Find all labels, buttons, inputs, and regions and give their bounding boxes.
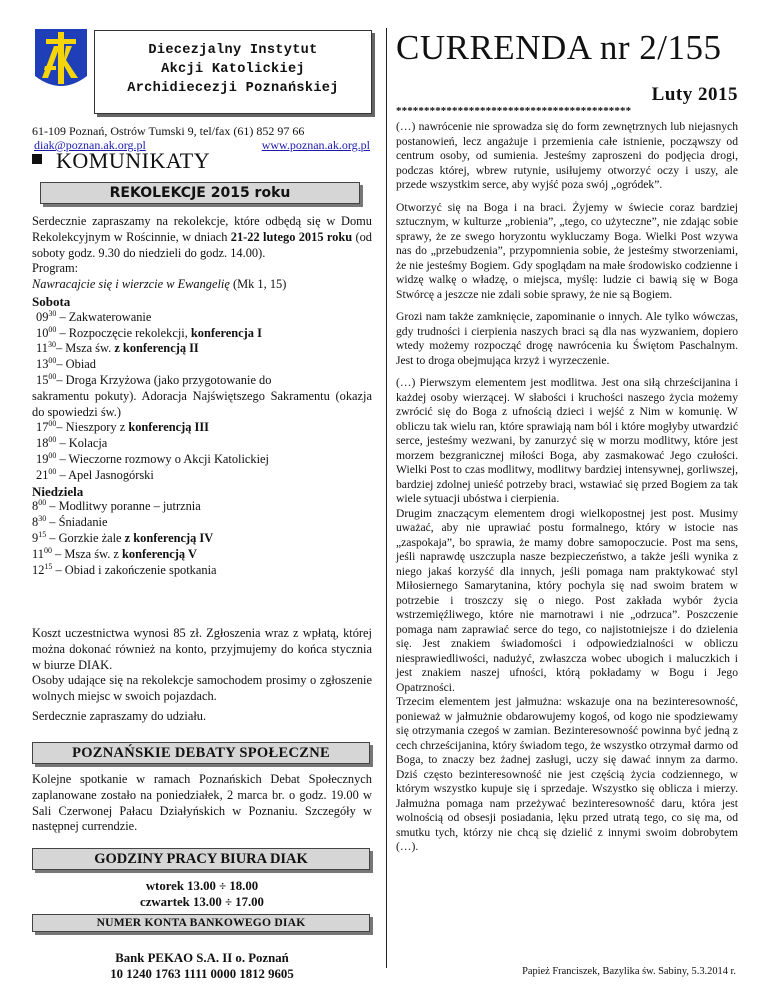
postal-address: 61-109 Poznań, Ostrów Tumski 9, tel/fax (61) 852 97 66 xyxy=(32,124,305,138)
square-bullet-icon xyxy=(32,154,42,164)
bank-name: Bank PEKAO S.A. II o. Poznań xyxy=(115,951,289,965)
rekolekcje-details xyxy=(32,626,372,725)
article-paragraph: Drugim znaczącym elementem drogi wielkopostnej jest post. Musimy uważać, aby nie uprawiać postu formalnego, który w istocie nas „zaspokaja”, bo sprawia, że mamy dobre samopoczucie. Post ma sens, jeśli naprawdę uszczupla nasze bezpieczeństwo, a także jeśli wynika z niego jakaś korzyść dla innych, jeśli pomaga nam praktykować styl Miłosiernego Samarytanina, który pochyla się nad swoim bratem w potrzebie i troszczy się o niego. Post zakłada wybór życia wstrzemięźliwego, które nie marnotrawi i nie „odrzuca”. Poszczenie pomaga nam zaprawiać serce do tego, co najistotniejsze i do dzielenia się. Jest znakiem świadomości i odpowiedzialności w obliczu niesprawiedliwości, nadużyć, zwłaszcza wobec ubogich i maluczkich i jest znakiem naszej ufności, którą pokładamy w Bogu i Jego Opatrzności. xyxy=(396,506,738,694)
article-paragraph: Trzecim elementem jest jałmużna: wskazuje ona na bezinteresowność, ponieważ w jałmużnie obdarowujemy kogoś, od kogo nie spodziewamy się otrzymania czegoś w zamian. Bezinteresowność powinna być jedną z cech chrześcijanina, który świadom tego, że wszystko otrzymał darmo od Boga, to znaczy bez żadnej zasługi, uczy się dawać innym za darmo. Dziś często bezinteresowność nie jest częścią życia codziennego, w którym wszystko kupuje się i sprzedaje. Wszystko się oblicza i mierzy. Jałmużna pomaga nam przeżywać bezinteresowność daru, która jest wolnością od obsesji posiadania, lęku przed utratą tego, co się ma, od smutku tych, którzy nie chcą się dzielić z innymi swoim dobrobytem (…). xyxy=(396,695,738,853)
debaty-text: Kolejne spotkanie w ramach Poznańskich Debat Społecznych zaplanowane zostało na poniedziałek, 2 marca br. o godz. 19.00 w Sali Czerwonej Pałacu Działyńskich w Poznaniu. Szczegóły w następnej currendzie. xyxy=(32,772,372,834)
schedule-item: $11^{00}$ – Msza św. z konferencją V xyxy=(32,545,197,561)
day-sunday: Niedziela xyxy=(32,483,84,499)
cost-info: Koszt uczestnictwa wynosi 85 zł. Zgłoszenia wraz z wpłatą, której można dokonać również na konto, przyjmujemy do końca stycznia w biurze DIAK. xyxy=(32,626,372,672)
closing-invitation: Serdecznie zapraszamy do udziału. xyxy=(32,708,207,723)
column-divider xyxy=(386,28,387,968)
program-label: Program: xyxy=(32,261,79,276)
article xyxy=(396,120,738,855)
article-paragraph: Otworzyć się na Boga i na braci. Żyjemy w świecie coraz bardziej sztucznym, w kulturze „robienia”, „tego, co użyteczne”, nie zdając sobie sprawy, że ze swego horyzontu wykluczamy Boga. Wielki Post wzywa nas do „przebudzenia”, przypomnienia sobie, że jesteśmy stworzeniami, że nie jesteśmy Bogiem. Gdy spoglądam na małe środowisko codzienne i widzę walkę o władzę, o miejsca, myślę: ludzie ci bawią się w Boga Stwórcę a jeszcze nie zdali sobie sprawy, że nie są Bogiem. xyxy=(396,200,738,301)
schedule-item: $11^{30}-$ Msza św. z konferencją II xyxy=(36,340,199,356)
institute-line-1: Diecezjalny Instytut xyxy=(148,43,318,58)
article-paragraph: (…) nawrócenie nie sprowadza się do form zewnętrznych lub niejasnych postanowień, lecz angażuje i przemienia całe istnienie, począwszy od centrum osoby, od sumienia. Jesteśmy zaproszeni do podjęcia drogi, podczas której, wbrew rutynie, usiłujemy otworzyć oczy i uszy, ale przede wszystkim serce, aby wyjść poza swój „ogródek”. xyxy=(396,120,738,191)
article-signature: Papież Franciszek, Bazylika św. Sabiny, 5.3.2014 r. xyxy=(522,966,736,977)
office-hours-heading: GODZINY PRACY BIURA DIAK xyxy=(32,848,370,870)
schedule xyxy=(32,294,372,578)
komunikaty-heading xyxy=(32,148,210,174)
car-info: Osoby udające się na rekolekcje samochodem prosimy o zgłoszenie wolnych miejsc w swoich pojazdach. xyxy=(32,673,372,704)
schedule-item: $13^{00}-$ Obiad xyxy=(36,356,96,372)
newsletter-title: CURRENDA nr 2/155 xyxy=(396,28,722,67)
day-saturday: Sobota xyxy=(32,293,71,309)
schedule-item: $17^{00}-$ Nieszpory z konferencją III xyxy=(36,419,209,435)
schedule-item: $19^{00}$ – Wieczorne rozmowy o Akcji Katolickiej xyxy=(36,450,269,466)
schedule-item-continued: sakramentu pokuty). Adoracja Najświętszego Sakramentu (okazja do spowiedzi św.) xyxy=(32,388,372,419)
institute-line-2: Akcji Katolickiej xyxy=(161,62,305,77)
article-paragraph: (…) Pierwszym elementem jest modlitwa. Jest ona siłą chrześcijanina i każdej osoby wierzącej. W słabości i kruchości naszego życia możemy zwrócić się do Boga z ufnością dzieci i wejść z Nim w komunię. W obliczu tak wielu ran, które sprawiają nam ból i które mogłyby utwardzić serce, jesteśmy wezwani, by zanurzyć się w morzu modlitwy, które jest morzem bezgranicznej miłości Boga, aby zasmakować Jego czułości. Wielki Post to czas modlitwy, modlitwy bardziej intensywnej, gorliwszej, bardziej zdolnej unieść potrzeby braci, wstawiać się przed Bogiem za tak wiele sytuacji ubóstwa i cierpienia. xyxy=(396,376,738,505)
article-paragraph: Grozi nam także zamknięcie, zapominanie o innych. Ale tylko wówczas, gdy trudności i cierpienia naszych braci są dla nas wyzwaniem, dopiero wtedy możemy rozpocząć drogę nawrócenia ku Świętom Paschalnym. Jest to droga obejmująca krzyż i wyrzeczenie. xyxy=(396,310,738,367)
account-number: 10 1240 1763 1111 0000 1812 9605 xyxy=(110,967,294,981)
rekolekcje-body xyxy=(32,214,372,578)
hours-tuesday: wtorek 13.00 ÷ 18.00 xyxy=(145,879,259,893)
email-link[interactable]: diak@poznan.ak.org.pl xyxy=(34,138,146,152)
hours-thursday: czwartek 13.00 ÷ 17.00 xyxy=(140,895,264,909)
komunikaty-label: KOMUNIKATY xyxy=(56,148,211,173)
schedule-item: $15^{00}-$ Droga Krzyżowa (jako przygotowanie do xyxy=(36,371,272,387)
bank-account xyxy=(32,950,372,982)
schedule-item: $09^{30}$ – Zakwaterowanie xyxy=(36,308,152,324)
program-motto: Nawracajcie się i wierzcie w Ewangelię (Mk 1, 15) xyxy=(32,277,287,292)
bank-account-heading: NUMER KONTA BANKOWEGO DIAK xyxy=(32,914,370,932)
schedule-item: $12^{15}$ – Obiad i zakończenie spotkania xyxy=(32,561,217,577)
ak-logo-icon xyxy=(32,26,90,92)
website-link[interactable]: www.poznan.ak.org.pl xyxy=(261,138,370,152)
rekolekcje-heading: REKOLEKCJE 2015 roku xyxy=(40,182,360,204)
schedule-item: $9^{15}$ – Gorzkie żale z konferencją IV xyxy=(32,529,214,545)
schedule-item: $18^{00}$ – Kolacja xyxy=(36,435,108,451)
debaty-heading: POZNAŃSKIE DEBATY SPOŁECZNE xyxy=(32,742,370,764)
star-separator: ****************************************** xyxy=(396,105,632,117)
schedule-item: $8^{30}$ – Śniadanie xyxy=(32,514,108,530)
office-hours xyxy=(32,878,372,910)
rekolekcje-intro: Serdecznie zapraszamy na rekolekcje, które odbędą się w Domu Rekolekcyjnym w Rościnnie, w dniach 21-22 lutego 2015 roku (od soboty godz. 9.30 do niedzieli do godz. 14.00). xyxy=(32,214,372,260)
institute-line-3: Archidiecezji Poznańskiej xyxy=(127,81,339,96)
institute-name-box xyxy=(94,30,372,114)
schedule-item: $8^{00}$ – Modlitwy poranne – jutrznia xyxy=(32,498,201,514)
schedule-item: $21^{00}$ – Apel Jasnogórski xyxy=(36,466,154,482)
schedule-item: $10^{00}$ – Rozpoczęcie rekolekcji, konferencja I xyxy=(36,324,262,340)
issue-date: Luty 2015 xyxy=(651,84,738,105)
